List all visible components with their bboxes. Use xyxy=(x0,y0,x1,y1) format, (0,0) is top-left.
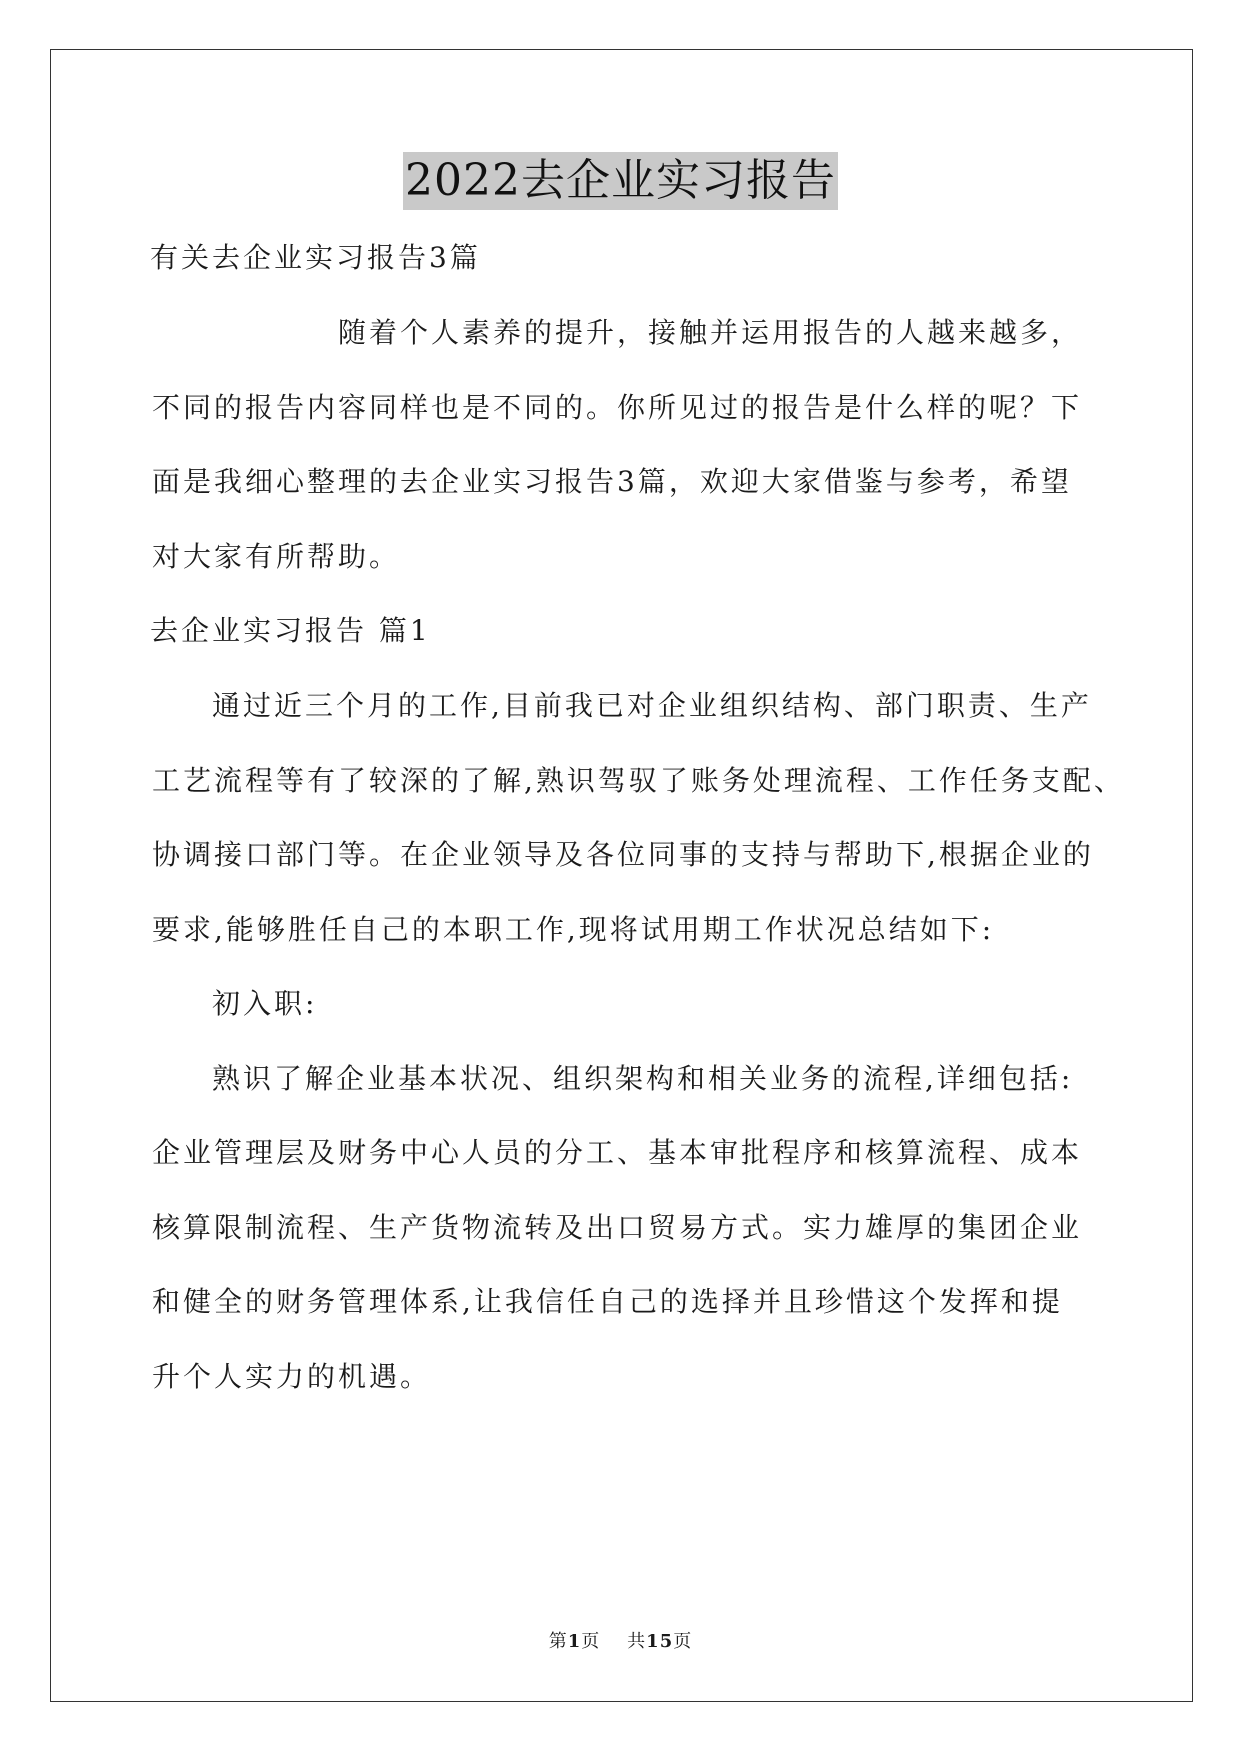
subtitle-line: 有关去企业实习报告3篇 xyxy=(150,241,481,274)
body-line-4: 要求,能够胜任自己的本职工作,现将试用期工作状况总结如下: xyxy=(152,913,995,946)
page-footer xyxy=(0,1630,1241,1654)
body-line-6: 企业管理层及财务中心人员的分工、基本审批程序和核算流程、成本 xyxy=(152,1136,1083,1169)
intro-line-2: 不同的报告内容同样也是不同的。你所见过的报告是什么样的呢？下 xyxy=(152,391,1083,424)
footer-page-prefix: 第 xyxy=(548,1631,568,1652)
section-heading-1: 去企业实习报告 篇1 xyxy=(150,614,431,647)
body-line-5: 熟识了解企业基本状况、组织架构和相关业务的流程,详细包括: xyxy=(212,1062,1074,1095)
body-line-7: 核算限制流程、生产货物流转及出口贸易方式。实力雄厚的集团企业 xyxy=(152,1211,1083,1244)
footer-total-suffix: 页 xyxy=(673,1631,693,1652)
footer-page-suffix: 页 xyxy=(581,1631,601,1652)
body-line-3: 协调接口部门等。在企业领导及各位同事的支持与帮助下,根据企业的 xyxy=(152,838,1094,871)
page-border xyxy=(50,49,1193,1702)
body-line-8: 和健全的财务管理体系,让我信任自己的选择并且珍惜这个发挥和提 xyxy=(152,1285,1063,1318)
body-line-1: 通过近三个月的工作,目前我已对企业组织结构、部门职责、生产 xyxy=(212,689,1092,722)
subheading-first-job: 初入职: xyxy=(212,987,318,1020)
footer-page-number: 1 xyxy=(567,1631,582,1652)
body-line-9: 升个人实力的机遇。 xyxy=(152,1360,432,1393)
title-wrap xyxy=(0,152,1241,210)
footer-total-prefix: 共 xyxy=(627,1631,647,1652)
intro-line-1: 随着个人素养的提升，接触并运用报告的人越来越多， xyxy=(338,316,1083,349)
footer-total-pages: 15 xyxy=(646,1631,674,1652)
document-title: 2022去企业实习报告 xyxy=(403,152,838,210)
intro-line-4: 对大家有所帮助。 xyxy=(152,540,401,573)
body-line-2: 工艺流程等有了较深的了解,熟识驾驭了账务处理流程、工作任务支配、 xyxy=(152,764,1125,797)
intro-line-3: 面是我细心整理的去企业实习报告3篇，欢迎大家借鉴与参考，希望 xyxy=(152,465,1072,498)
